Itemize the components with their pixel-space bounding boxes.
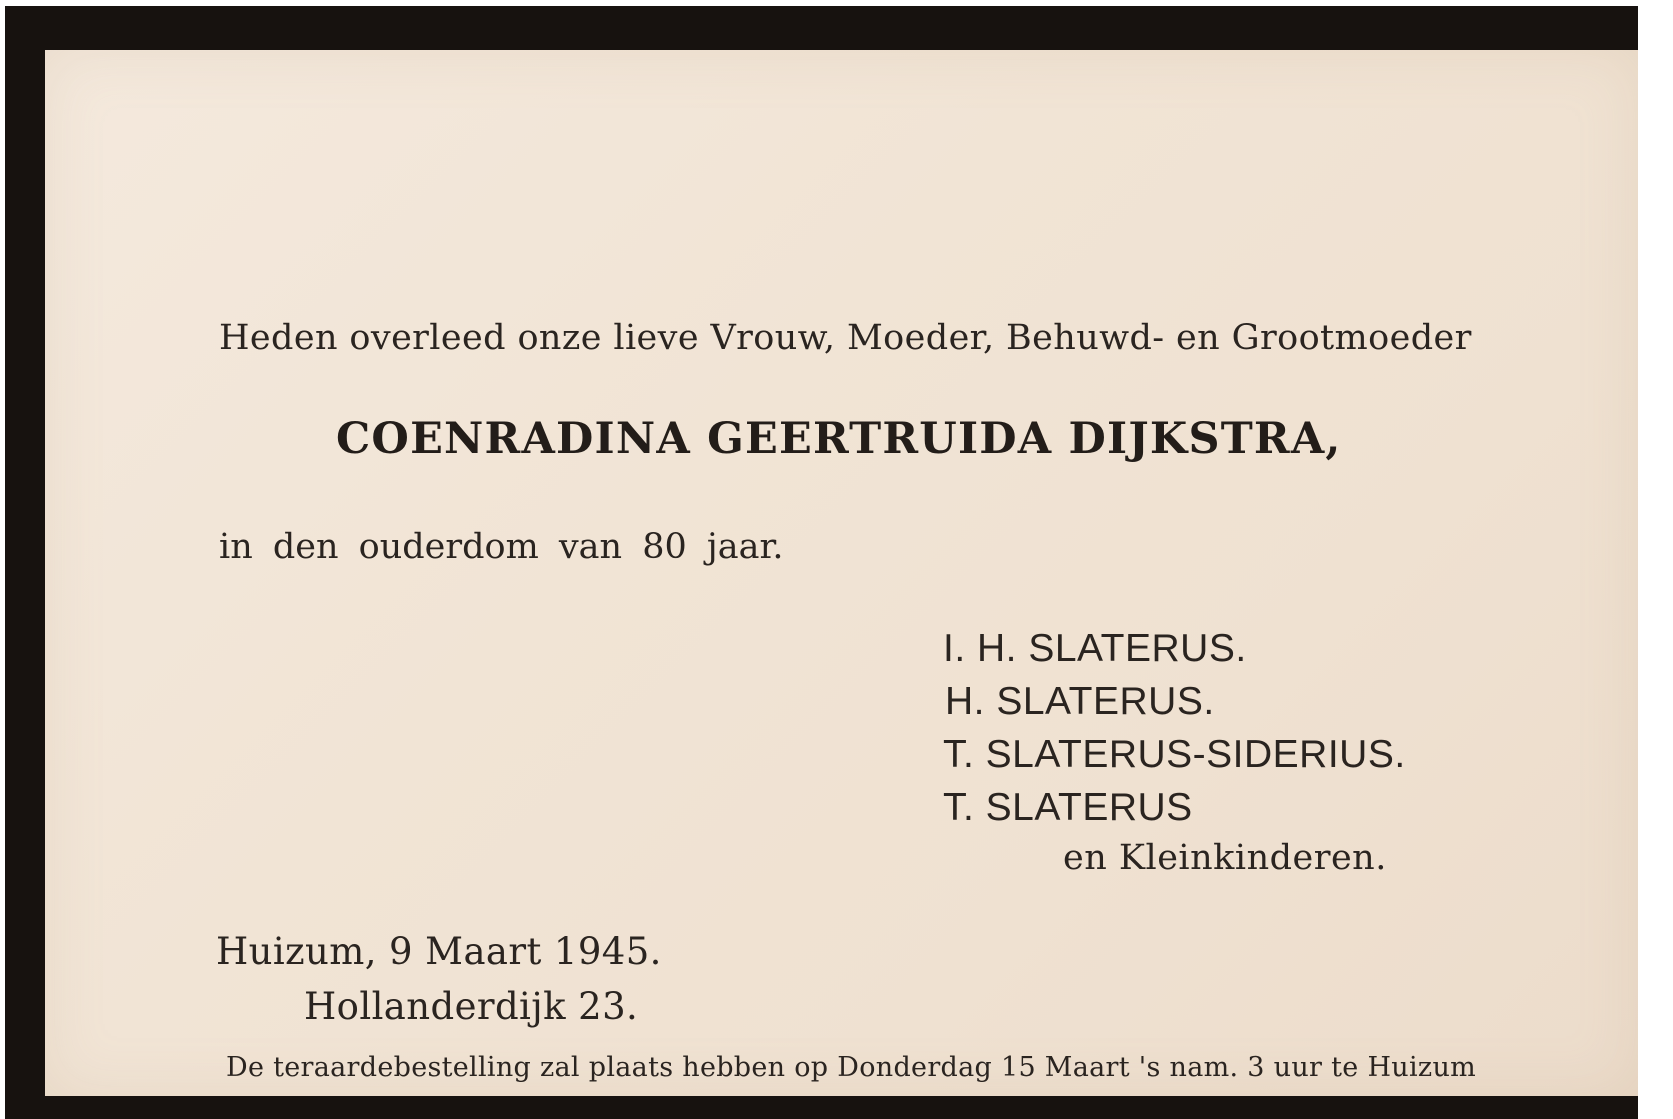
age-line: in den ouderdom van 80 jaar. — [219, 527, 784, 567]
family-member: I. H. SLATERUS. — [943, 627, 1247, 670]
grandchildren-line: en Kleinkinderen. — [1063, 838, 1387, 878]
family-member: H. SLATERUS. — [945, 680, 1215, 723]
family-member: T. SLATERUS — [943, 786, 1193, 829]
family-list — [943, 622, 1406, 834]
family-member: T. SLATERUS-SIDERIUS. — [943, 733, 1406, 776]
funeral-note: De teraardebestelling zal plaats hebben op Donderdag 15 Maart 's nam. 3 uur te Huizum — [226, 1052, 1477, 1083]
place-date: Huizum, 9 Maart 1945. — [216, 930, 662, 973]
deceased-name: COENRADINA GEERTRUIDA DIJKSTRA, — [336, 414, 1342, 464]
announcement-intro: Heden overleed onze lieve Vrouw, Moeder, Behuwd- en Grootmoeder — [219, 318, 1472, 358]
address: Hollanderdijk 23. — [304, 985, 639, 1028]
